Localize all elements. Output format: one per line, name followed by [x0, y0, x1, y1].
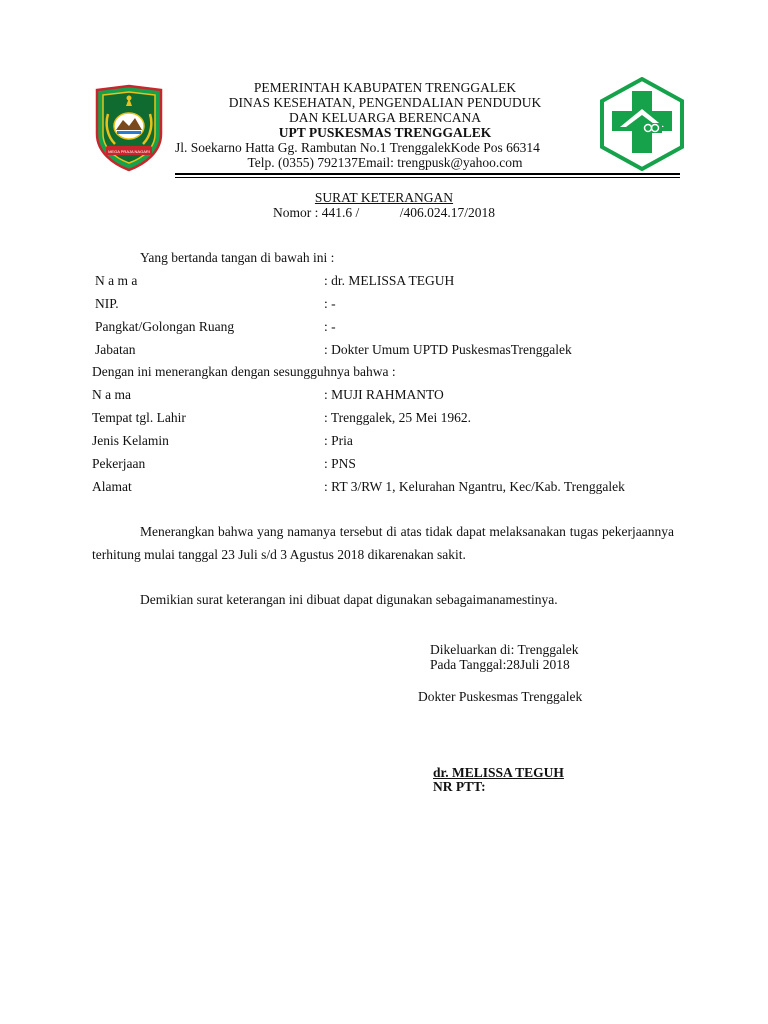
signer-rank-value: : - [324, 319, 336, 334]
signer-position-label: Jabatan [95, 342, 136, 357]
subject-name-label: N a ma [92, 387, 131, 402]
document-number: Nomor : 441.6 / /406.024.17/2018 [273, 205, 495, 220]
signer-position-title: Dokter Puskesmas Trenggalek [418, 689, 583, 704]
letterhead-government: PEMERINTAH KABUPATEN TRENGGALEK [253, 80, 517, 95]
closing-statement: Demikian surat keterangan ini dibuat dapat digunakan sebagaimanamestinya. [140, 592, 558, 607]
subject-birth-value: : Trenggalek, 25 Mei 1962. [324, 410, 471, 425]
letterhead-unit: UPT PUSKESMAS TRENGGALEK [278, 125, 492, 140]
puskesmas-green-cross-icon [598, 77, 686, 171]
signer-nip-label: NIP. [95, 296, 119, 311]
subject-occupation-label: Pekerjaan [92, 456, 146, 471]
body-paragraph: Menerangkan bahwa yang namanya tersebut di atas tidak dapat melaksanakan tugas pekerjaannya terhitung mulai tanggal 23 Juli s/d 3 Agustus 2018 dikarenakan sakit. [92, 524, 674, 562]
signer-signature-name: dr. MELISSA TEGUH [433, 765, 564, 780]
signer-name-value: : dr. MELISSA TEGUH [324, 273, 455, 288]
subject-intro: Dengan ini menerangkan dengan sesungguhnya bahwa : [92, 364, 396, 379]
subject-address-label: Alamat [92, 479, 132, 494]
logo-ribbon-text: MEGA PRAJA NAGARI [108, 149, 150, 154]
signer-id-number: NR PTT: [433, 779, 486, 794]
letterhead-divider [175, 173, 680, 175]
letterhead-department: DINAS KESEHATAN, PENGENDALIAN PENDUDUK [228, 95, 542, 110]
issued-place: Dikeluarkan di: Trenggalek [430, 642, 579, 657]
signer-intro: Yang bertanda tangan di bawah ini : [140, 250, 335, 265]
letterhead-department-cont: DAN KELUARGA BERENCANA [289, 110, 481, 125]
subject-gender-value: : Pria [324, 433, 353, 448]
letterhead-address: Jl. Soekarno Hatta Gg. Rambutan No.1 TrenggalekKode Pos 66314 [175, 140, 540, 155]
subject-birth-label: Tempat tgl. Lahir [92, 410, 186, 425]
issued-date: Pada Tanggal:28Juli 2018 [430, 657, 570, 672]
subject-address-value: : RT 3/RW 1, Kelurahan Ngantru, Kec/Kab. Trenggalek [324, 479, 625, 494]
subject-gender-label: Jenis Kelamin [92, 433, 169, 448]
signer-position-value: : Dokter Umum UPTD PuskesmasTrenggalek [324, 342, 572, 357]
document-title: SURAT KETERANGAN [314, 190, 454, 205]
letterhead-contact: Telp. (0355) 792137Email: trengpusk@yahoo.com [247, 155, 523, 170]
regency-coat-of-arms-icon [93, 84, 165, 172]
signer-rank-label: Pangkat/Golongan Ruang [95, 319, 235, 334]
subject-occupation-value: : PNS [324, 456, 356, 471]
signer-nip-value: : - [324, 296, 336, 311]
subject-name-value: : MUJI RAHMANTO [324, 387, 444, 402]
signer-name-label: N a m a [95, 273, 138, 288]
letterhead-divider-thin [175, 177, 680, 178]
